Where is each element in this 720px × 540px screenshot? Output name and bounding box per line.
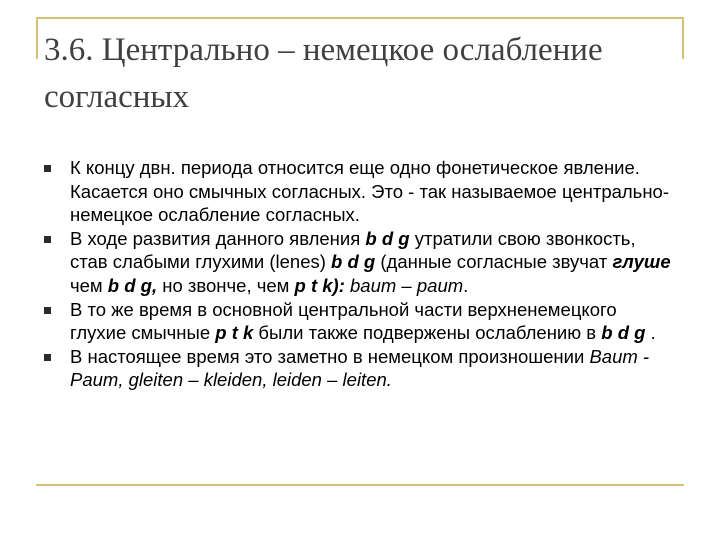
- bullet-item-1-text: [70, 157, 669, 225]
- bullet-item-3: [44, 298, 674, 345]
- bullet-item-4: [44, 345, 674, 392]
- text-run: К концу двн. периода относится еще одно фонетическое явление. Касается оно смычных согласных. Это - так называемое центрально-немецкое ослабление согласных.: [70, 157, 669, 226]
- frame-left-line: [36, 17, 38, 59]
- bullet-item-2-text: [70, 228, 671, 296]
- text-run: b d g: [331, 251, 376, 273]
- text-run: В то же время в основной центральной части верхненемецкого глухие смычные: [70, 298, 617, 344]
- text-run: глуше: [612, 251, 671, 273]
- frame-bottom-line: [36, 484, 684, 486]
- frame-top-line: [36, 17, 684, 19]
- square-bullet-icon: [44, 165, 51, 172]
- bullet-list: [44, 156, 674, 392]
- text-run: .: [645, 322, 656, 344]
- slide-title: 3.6. Центрально – немецкое ослабление согласных: [44, 32, 603, 115]
- text-run: утратили свою звонкость, став слабыми глухими (lenes): [70, 227, 636, 273]
- frame-right-line: [682, 17, 684, 59]
- text-run: чем: [70, 274, 108, 296]
- text-run: были также подвержены ослаблению в: [253, 322, 602, 344]
- text-run: .: [463, 274, 469, 296]
- bullet-item-1: [44, 156, 674, 227]
- square-bullet-icon: [44, 236, 51, 243]
- text-run: b d g: [365, 227, 410, 249]
- text-run: b d g,: [107, 274, 158, 296]
- text-run: p t k):: [294, 274, 345, 296]
- text-run: Baum - Paum, gleiten – kleiden, leiden – leiten.: [70, 345, 650, 391]
- square-bullet-icon: [44, 307, 51, 314]
- text-run: p t k: [215, 322, 254, 344]
- text-run: (данные согласные звучат: [375, 251, 613, 273]
- bullet-item-2: [44, 227, 674, 298]
- square-bullet-icon: [44, 354, 51, 361]
- bullet-item-4-text: [70, 346, 649, 391]
- bullet-item-3-text: [70, 299, 656, 344]
- text-run: baum – paum: [344, 274, 464, 296]
- text-run: но звонче, чем: [157, 274, 295, 296]
- text-run: b d g: [601, 322, 646, 344]
- text-run: В настоящее время это заметно в немецком произношении: [70, 345, 590, 367]
- text-run: В ходе развития данного явления: [70, 227, 366, 249]
